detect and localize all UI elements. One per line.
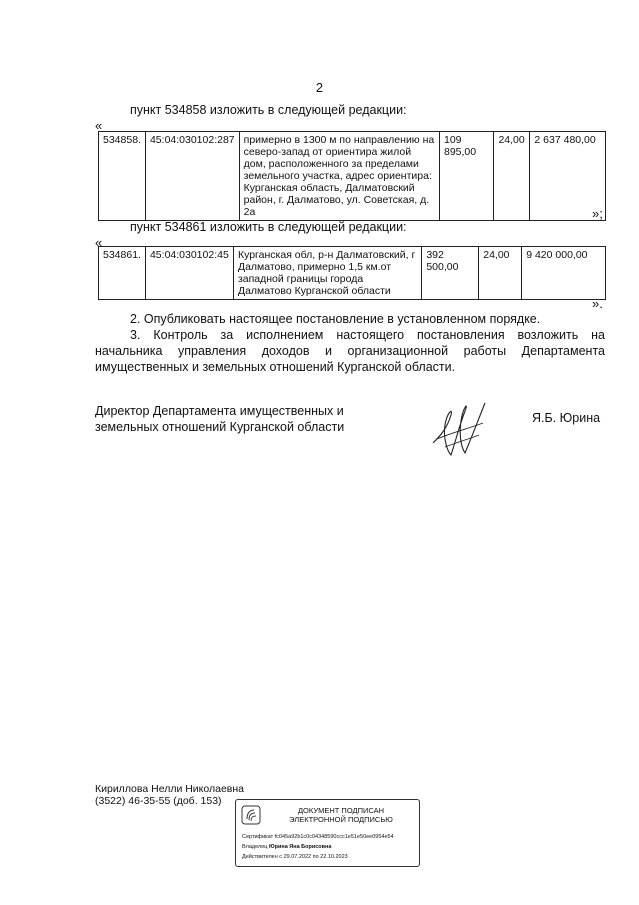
section2-close-quote: ». [592, 296, 603, 311]
section1-intro: пункт 534858 изложить в следующей редакции: [130, 103, 407, 117]
body-paragraphs [95, 311, 605, 375]
stamp-certificate [242, 834, 394, 841]
section1-open-quote: « [95, 118, 103, 133]
cell-cadastral: 45:04:030102:287 [145, 132, 239, 221]
signatory-name: Я.Б. Юрина [532, 411, 601, 425]
stamp-title-line-2: ЭЛЕКТРОННОЙ ПОДПИСЬЮ [289, 815, 393, 824]
cell-value: 392 500,00 [422, 247, 479, 300]
cell-total: 9 420 000,00 [522, 247, 606, 300]
section2-table [98, 246, 606, 300]
stamp-title-line-1: ДОКУМЕНТ ПОДПИСАН [297, 806, 385, 815]
cell-num: 534861. [99, 247, 146, 300]
cell-value: 109 895,00 [440, 132, 494, 221]
position-line-2: земельных отношений Курганской области [95, 420, 345, 434]
cell-cadastral: 45:04:030102:45 [145, 247, 233, 300]
cell-total: 2 637 480,00 [530, 132, 606, 221]
handwritten-signature [425, 393, 495, 465]
cell-rate: 24,00 [479, 247, 522, 300]
table-row [99, 247, 606, 300]
position-line-1: Директор Департамента имущественных и [95, 404, 344, 418]
section1-table [98, 131, 606, 221]
page-number: 2 [315, 80, 324, 95]
cert-value: fc045a92b1c0c04348590ccc1e51e50ee0954e54 [274, 834, 394, 840]
section2-open-quote: « [95, 235, 103, 250]
executor-name: Кириллова Нелли Николаевна [95, 783, 245, 795]
stamp-owner [242, 844, 331, 851]
cell-location: Курганская обл, р-н Далматовский, г Далматово, примерно 1,5 км.от западной границы города Далматово Курганской области [233, 247, 421, 300]
owner-label: Владелец [242, 844, 268, 850]
executor-phone: (3522) 46-35-55 (доб. 153) [95, 795, 222, 807]
signatory-position [95, 403, 375, 435]
crest-icon [241, 805, 261, 825]
paragraph-control: 3. Контроль за исполнением настоящего постановления возложить на начальника управления доходов и организационной работы Департамента имущественных и земельных отношений Курганской области. [95, 328, 605, 374]
owner-value: Юрина Яна Борисовна [268, 844, 332, 850]
section2-intro: пункт 534861 изложить в следующей редакции: [130, 220, 407, 234]
paragraph-publish: 2. Опубликовать настоящее постановление в установленном порядке. [130, 312, 541, 326]
cell-rate: 24,00 [494, 132, 530, 221]
section1-close-quote: »; [592, 206, 603, 221]
cell-location: примерно в 1300 м по направлению на северо-запад от ориентира жилой дом, расположенного за пределами земельного участка, адрес ориентира: Курганская область, Далматовский район, г. Далматово, ул. Советская, д. 2а [239, 132, 439, 221]
cell-num: 534858. [99, 132, 146, 221]
executor-info [95, 783, 244, 807]
stamp-validity: Действителен с 29.07.2022 по 22.10.2023 [242, 854, 348, 860]
table-row [99, 132, 606, 221]
cert-label: Сертификат [242, 834, 274, 840]
stamp-title [266, 806, 416, 824]
e-signature-stamp [235, 799, 420, 867]
